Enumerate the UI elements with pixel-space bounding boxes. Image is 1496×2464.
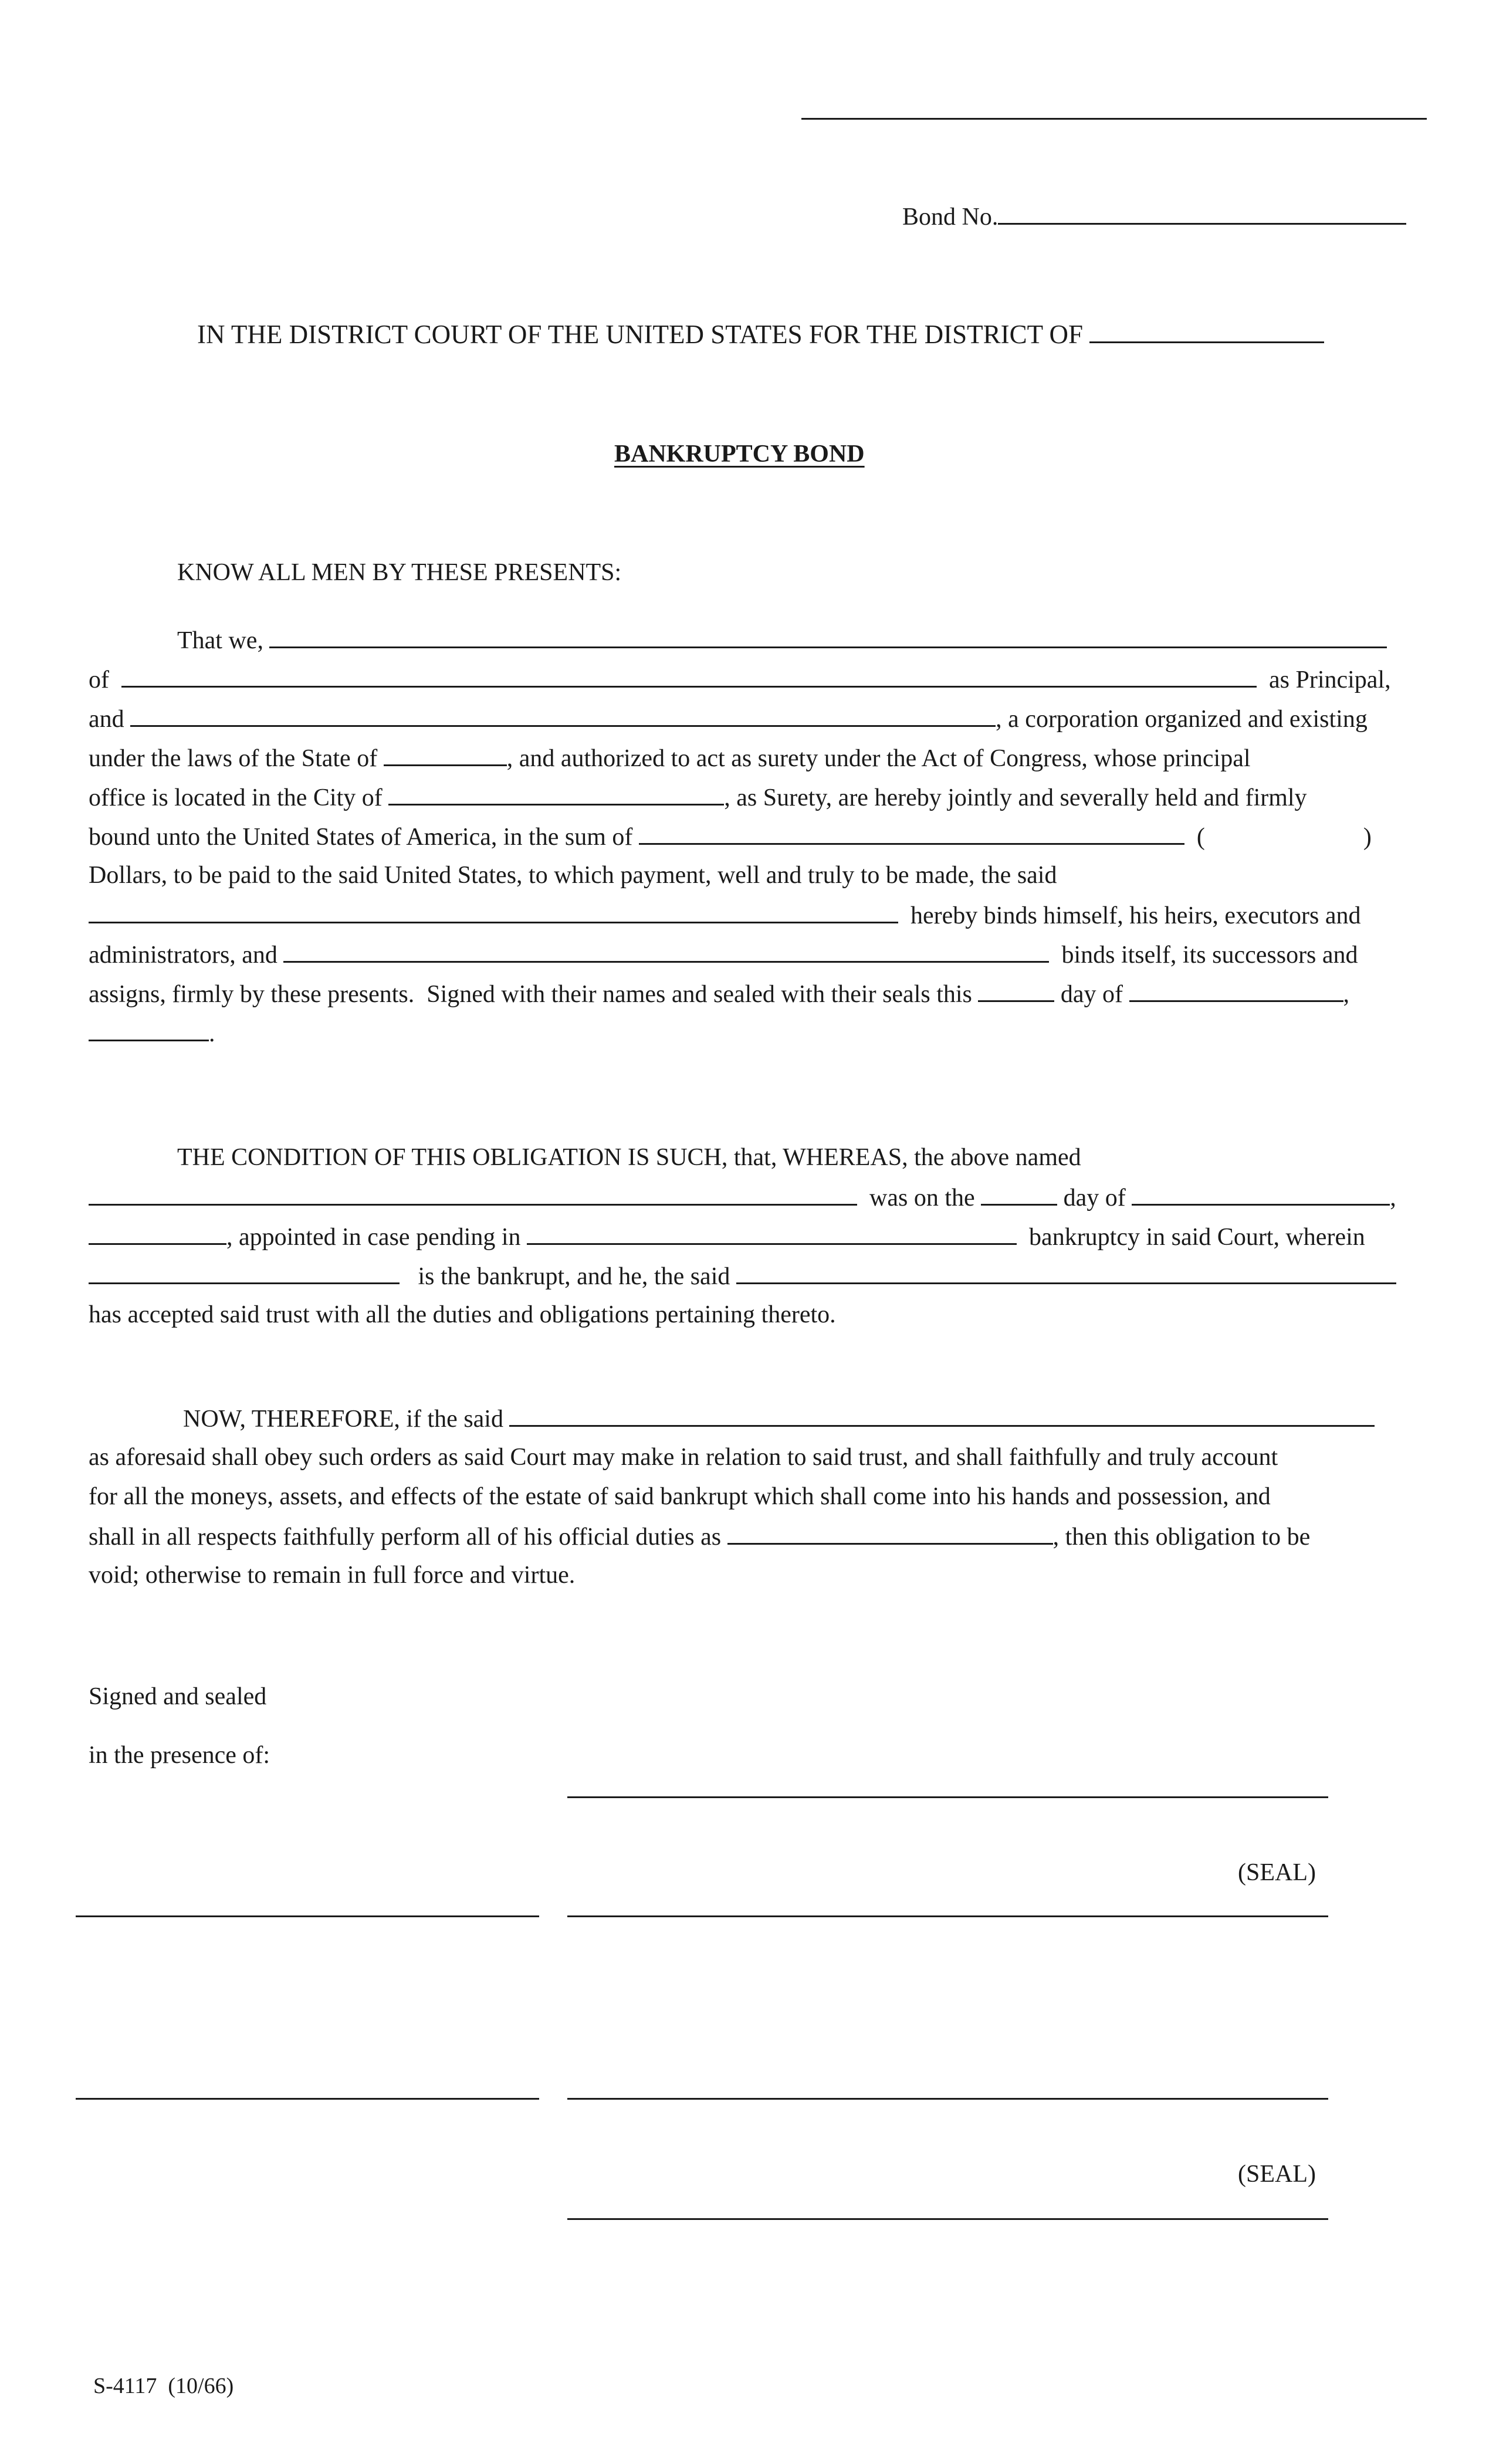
principal-name-blank	[269, 625, 1387, 648]
condition-text: , appointed in case pending in	[226, 1224, 521, 1251]
preamble-text: bound unto the United States of America, in the sum of	[89, 824, 633, 851]
preamble-line-11	[89, 1018, 215, 1048]
signed-year-blank	[89, 1018, 209, 1041]
therefore-line-5: void; otherwise to remain in full force and virtue.	[89, 1562, 576, 1589]
preamble-text: hereby binds himself, his heirs, executors and	[911, 902, 1361, 929]
preamble-text: binds itself, its successors and	[1061, 942, 1358, 969]
preamble-text: ,	[1343, 981, 1350, 1008]
therefore-text: , then this obligation to be	[1052, 1524, 1311, 1551]
preamble-line-2	[89, 665, 1391, 694]
preamble-text: .	[209, 1020, 215, 1047]
preamble-line-3	[89, 704, 1368, 733]
sum-words-blank	[639, 822, 1184, 845]
condition-text: day of	[1063, 1184, 1126, 1211]
appointed-day-blank	[981, 1183, 1057, 1206]
preamble-line-1	[177, 625, 1387, 655]
surety-signature-line	[567, 2098, 1328, 2100]
preamble-text: office is located in the City of	[89, 784, 383, 811]
preamble-text: under the laws of the State of	[89, 745, 378, 772]
signed-day-blank	[978, 979, 1054, 1002]
therefore-line-4	[89, 1522, 1310, 1551]
surety-signature-line-2	[567, 2218, 1328, 2220]
signed-sealed-label: Signed and sealed	[89, 1683, 267, 1710]
preamble-text: of	[89, 666, 109, 693]
condition-text: was on the	[869, 1184, 975, 1211]
presence-label: in the presence of:	[89, 1742, 270, 1769]
trustee-said-blank	[736, 1261, 1396, 1284]
principal-signature-line	[567, 1796, 1328, 1798]
therefore-text: NOW, THEREFORE, if the said	[183, 1406, 503, 1433]
preamble-text: )	[1363, 824, 1372, 851]
therefore-text: shall in all respects faithfully perform all of his official duties as	[89, 1524, 722, 1551]
preamble-line-6	[89, 822, 1372, 851]
bond-number-line	[902, 202, 1406, 231]
condition-line-2	[89, 1183, 1396, 1212]
district-blank	[1089, 320, 1324, 343]
preamble-text: That we,	[177, 627, 263, 654]
therefore-line-1	[183, 1404, 1375, 1433]
surety-name-blank	[130, 704, 996, 727]
preamble-text: , a corporation organized and existing	[996, 706, 1368, 733]
seal-label-2: (SEAL)	[1238, 2161, 1316, 2188]
trustee-name-blank	[89, 1183, 857, 1206]
surety-binds-blank	[283, 940, 1049, 963]
official-duties-blank	[727, 1522, 1053, 1545]
form-code: S-4117 (10/66)	[93, 2374, 234, 2398]
page-title: BANKRUPTCY BOND	[614, 441, 865, 468]
preamble-text: administrators, and	[89, 942, 277, 969]
preamble-line-4	[89, 743, 1251, 773]
court-text: IN THE DISTRICT COURT OF THE UNITED STATES FOR THE DISTRICT OF	[197, 320, 1084, 349]
principal-address-blank	[121, 665, 1257, 688]
witness-signature-line-2	[76, 2098, 539, 2100]
preamble-line-7: Dollars, to be paid to the said United States, to which payment, well and truly to be made, the said	[89, 862, 1057, 889]
preamble-line-10	[89, 979, 1349, 1008]
condition-line-5: has accepted said trust with all the duties and obligations pertaining thereto.	[89, 1301, 836, 1328]
seal-label-1: (SEAL)	[1238, 1859, 1316, 1886]
principal-signature-line-2	[567, 1915, 1328, 1917]
preamble-line-9	[89, 940, 1358, 969]
appointed-year-blank	[89, 1222, 226, 1245]
therefore-line-2: as aforesaid shall obey such orders as said Court may make in relation to said trust, and shall faithfully and truly account	[89, 1444, 1278, 1471]
witness-signature-line-1	[76, 1915, 539, 1917]
know-all-men: KNOW ALL MEN BY THESE PRESENTS:	[177, 559, 622, 586]
principal-binds-blank	[89, 901, 898, 923]
condition-line-3	[89, 1222, 1365, 1251]
signed-month-blank	[1129, 979, 1343, 1002]
preamble-text: assigns, firmly by these presents. Signed with their names and sealed with their seals this	[89, 981, 972, 1008]
bond-number-blank	[998, 202, 1406, 225]
state-blank	[384, 743, 507, 766]
bond-number-label: Bond No.	[902, 204, 999, 231]
court-line	[197, 319, 1324, 350]
preamble-line-5	[89, 783, 1307, 812]
bankrupt-name-blank	[89, 1261, 400, 1284]
appointed-month-blank	[1132, 1183, 1390, 1206]
preamble-text: as Principal,	[1269, 666, 1391, 693]
condition-line-1: THE CONDITION OF THIS OBLIGATION IS SUCH, that, WHEREAS, the above named	[177, 1144, 1081, 1171]
condition-line-4	[89, 1261, 1396, 1291]
city-blank	[388, 783, 724, 805]
therefore-line-3: for all the moneys, assets, and effects of the estate of said bankrupt which shall come into his hands and possession, and	[89, 1483, 1271, 1510]
preamble-line-8	[89, 901, 1360, 930]
preamble-text: day of	[1060, 981, 1123, 1008]
case-blank	[527, 1222, 1017, 1245]
therefore-said-blank	[509, 1404, 1375, 1427]
top-blank-line	[801, 118, 1427, 120]
preamble-text: and	[89, 706, 124, 733]
condition-text: is the bankrupt, and he, the said	[418, 1263, 730, 1290]
preamble-text: (	[1196, 824, 1205, 851]
preamble-text: , and authorized to act as surety under the Act of Congress, whose principal	[506, 745, 1251, 772]
preamble-text: , as Surety, are hereby jointly and severally held and firmly	[724, 784, 1307, 811]
condition-text: bankruptcy in said Court, wherein	[1029, 1224, 1365, 1251]
condition-text: ,	[1390, 1184, 1396, 1211]
